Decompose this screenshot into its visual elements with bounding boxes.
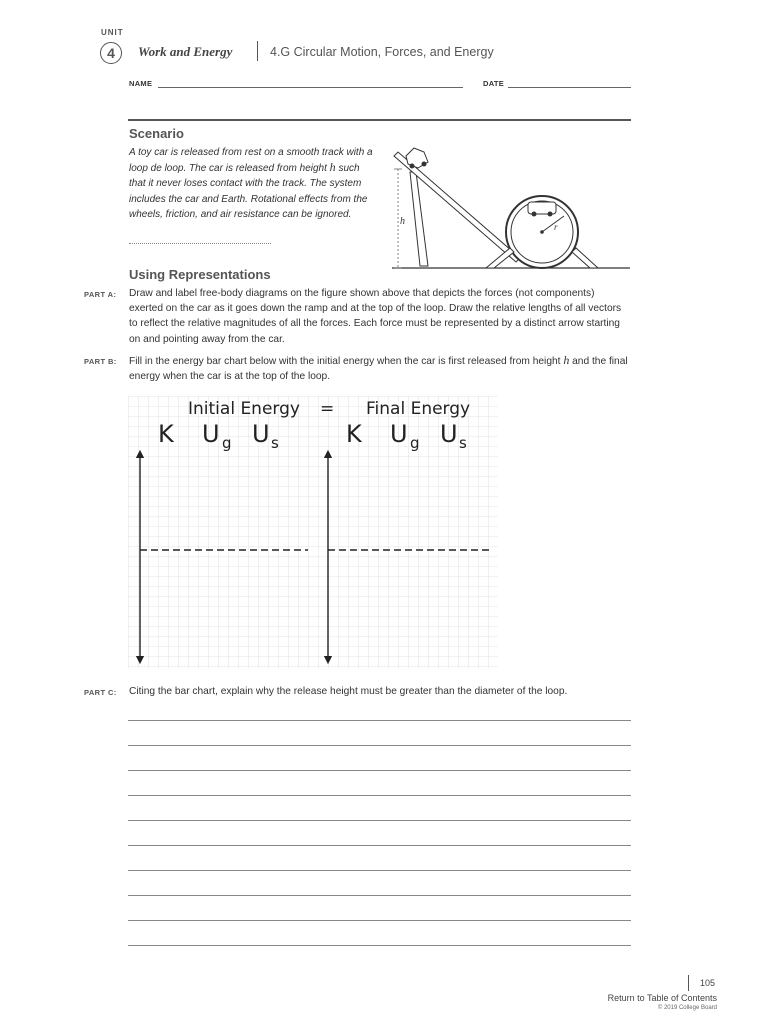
scenario-text-part2: such that it never loses contact with the track. The system includes the car and Earth. Rotational effects from the wheels, friction, and air resistance can be ignored. <box>129 163 368 220</box>
unit-title: Work and Energy <box>138 44 233 59</box>
topic-title: 4.G Circular Motion, Forces, and Energy <box>270 45 494 59</box>
part-c-text: Citing the bar chart, explain why the release height must be greater than the diameter of the loop. <box>129 686 568 697</box>
initial-ug-subscript: g <box>222 434 232 452</box>
scenario-text <box>129 145 379 222</box>
track-figure <box>388 144 633 274</box>
height-symbol: h <box>329 160 336 175</box>
final-ug-label: U <box>390 420 408 448</box>
date-label: DATE <box>483 79 505 88</box>
initial-k-label: K <box>158 420 174 448</box>
initial-us-label: U <box>252 420 270 448</box>
return-to-toc-link[interactable]: Return to Table of Contents <box>607 993 717 1003</box>
part-b-height-symbol: h <box>563 353 570 367</box>
initial-ug-label: U <box>202 420 220 448</box>
name-field[interactable] <box>158 87 463 88</box>
part-b-text-part1: Fill in the energy bar chart below with the initial energy when the car is first released from height <box>129 356 564 367</box>
copyright: © 2019 College Board <box>657 1005 717 1011</box>
initial-energy-title: Initial Energy <box>188 399 300 419</box>
part-b-label: PART B: <box>84 357 117 366</box>
scenario-heading: Scenario <box>129 126 184 141</box>
answer-line[interactable] <box>128 720 631 721</box>
using-representations-heading: Using Representations <box>129 267 271 282</box>
equals-sign: = <box>320 399 335 419</box>
final-k-label: K <box>346 420 362 448</box>
part-c-label: PART C: <box>84 688 117 697</box>
part-a-label: PART A: <box>84 290 117 299</box>
final-us-subscript: s <box>459 434 467 452</box>
radius-label: r <box>554 222 558 232</box>
footer-divider <box>688 975 689 991</box>
height-label: h <box>400 216 405 227</box>
answer-line[interactable] <box>128 745 631 746</box>
unit-label: UNIT <box>101 28 124 37</box>
answer-line[interactable] <box>128 770 631 771</box>
part-a-text: Draw and label free-body diagrams on the figure shown above that depicts the forces (not components) exerted on the car as it goes down the ramp and at the top of the loop. Draw the relative lengths of all vectors to reflect the relative magnitudes of all the forces. Each force must be represented by a distinct arrow starting on and pointing away from the car. <box>129 288 622 345</box>
final-energy-title: Final Energy <box>366 399 471 419</box>
answer-line[interactable] <box>128 795 631 796</box>
answer-line[interactable] <box>128 895 631 896</box>
header-rule <box>128 119 631 121</box>
scenario-text-part1: A toy car is released from rest on a smooth track with a loop de loop. The car is released from height <box>129 147 373 175</box>
final-us-label: U <box>440 420 458 448</box>
answer-line[interactable] <box>128 920 631 921</box>
part-b-text <box>129 353 629 384</box>
answer-line[interactable] <box>128 820 631 821</box>
answer-line[interactable] <box>128 870 631 871</box>
name-label: NAME <box>129 79 153 88</box>
unit-number-badge: 4 <box>100 42 122 64</box>
part-b-text-part2: and the final energy when the car is at the top of the loop. <box>129 356 628 383</box>
scenario-divider <box>129 243 271 244</box>
initial-us-subscript: s <box>271 434 279 452</box>
energy-bar-chart[interactable] <box>128 396 498 668</box>
final-ug-subscript: g <box>410 434 420 452</box>
answer-line[interactable] <box>128 845 631 846</box>
page-number: 105 <box>700 978 716 988</box>
header-divider <box>257 41 258 61</box>
date-field[interactable] <box>508 87 631 88</box>
answer-line[interactable] <box>128 945 631 946</box>
